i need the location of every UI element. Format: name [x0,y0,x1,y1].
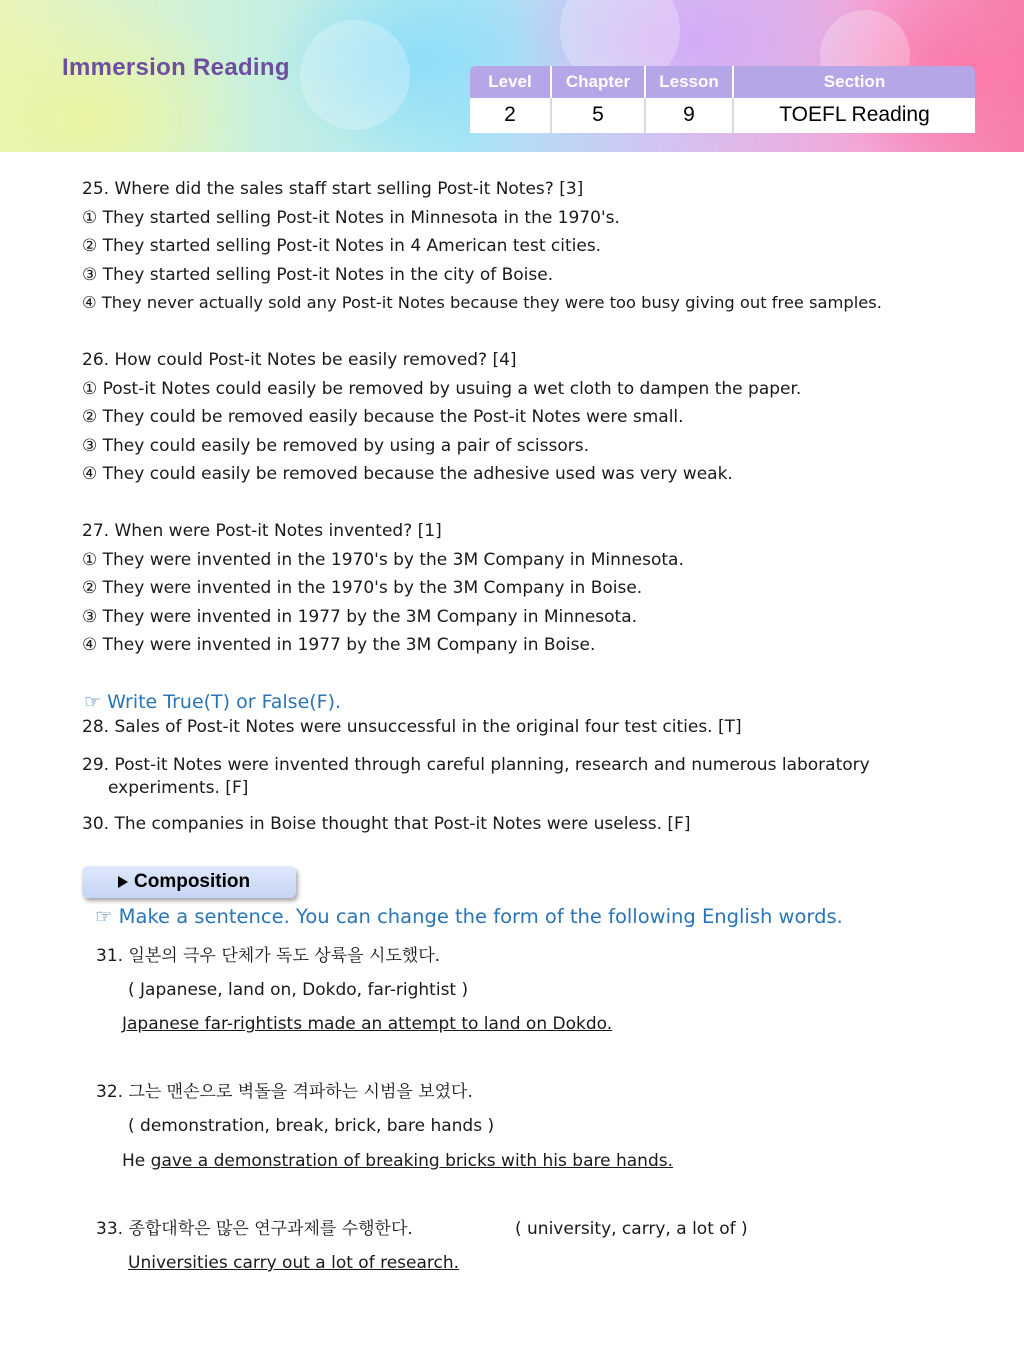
option-25-1: ① They started selling Post-it Notes in Minnesota in the 1970's. [82,208,620,228]
option-27-2: ② They were invented in the 1970's by the 3M Company in Boise. [82,578,643,598]
section-value: TOEFL Reading [733,98,975,133]
option-27-4: ④ They were invented in 1977 by the 3M Company in Boise. [82,635,596,655]
question-32-hint: ( demonstration, break, brick, bare hands ) [128,1116,495,1136]
chapter-value: 5 [551,98,645,133]
statement-28: 28. Sales of Post-it Notes were unsuccessful in the original four test cities. [T] [82,717,742,737]
option-26-2: ② They could be removed easily because the Post-it Notes were small. [82,407,684,427]
question-26: 26. How could Post-it Notes be easily removed? [4] [82,350,517,370]
question-32-answer-line [122,1150,673,1172]
option-27-3: ③ They were invented in 1977 by the 3M Company in Minnesota. [82,607,638,627]
option-26-3: ③ They could easily be removed by using a pair of scissors. [82,436,590,456]
question-33-hint: ( university, carry, a lot of ) [515,1219,748,1239]
question-32-answer-prefix: He [122,1151,151,1171]
question-33-prompt: 33. 종합대학은 많은 연구과제를 수행한다. [96,1219,413,1239]
question-32-prompt: 32. 그는 맨손으로 벽돌을 격파하는 시범을 보였다. [96,1082,473,1102]
chapter-header: Chapter [551,66,645,98]
question-32-answer: gave a demonstration of breaking bricks with his bare hands. [150,1151,673,1171]
question-31-hint: ( Japanese, land on, Dokdo, far-rightist ) [128,980,469,1000]
section-header: Section [733,66,975,98]
lesson-info-table [470,66,975,133]
statement-30: 30. The companies in Boise thought that Post-it Notes were useless. [F] [82,814,691,834]
statement-29-cont: experiments. [F] [108,778,249,798]
level-value: 2 [470,98,551,133]
question-31-answer: Japanese far-rightists made an attempt to land on Dokdo. [122,1014,613,1034]
statement-29: 29. Post-it Notes were invented through careful planning, research and numerous laboratory [82,755,870,775]
composition-instruction: ☞ Make a sentence. You can change the form of the following English words. [95,905,843,928]
option-25-3: ③ They started selling Post-it Notes in the city of Boise. [82,265,554,285]
option-26-1: ① Post-it Notes could easily be removed by usuing a wet cloth to dampen the paper. [82,379,802,399]
question-25: 25. Where did the sales staff start selling Post-it Notes? [3] [82,179,584,199]
composition-tab [82,866,296,898]
level-header: Level [470,66,551,98]
composition-label: Composition [134,871,251,892]
header-banner [0,0,1024,152]
question-31-prompt: 31. 일본의 극우 단체가 독도 상륙을 시도했다. [96,946,441,966]
lesson-value: 9 [645,98,733,133]
play-arrow-icon [118,876,128,888]
lesson-header: Lesson [645,66,733,98]
question-27: 27. When were Post-it Notes invented? [1] [82,521,442,541]
question-33-answer: Universities carry out a lot of research. [128,1253,460,1273]
decorative-bubble [300,20,410,130]
option-26-4: ④ They could easily be removed because the adhesive used was very weak. [82,464,733,484]
option-27-1: ① They were invented in the 1970's by the 3M Company in Minnesota. [82,550,684,570]
true-false-instruction: ☞ Write True(T) or False(F). [84,691,342,713]
option-25-2: ② They started selling Post-it Notes in 4 American test cities. [82,236,602,256]
page-title: Immersion Reading [62,54,290,81]
option-25-4: ④ They never actually sold any Post-it Notes because they were too busy giving out free samples. [82,293,882,312]
